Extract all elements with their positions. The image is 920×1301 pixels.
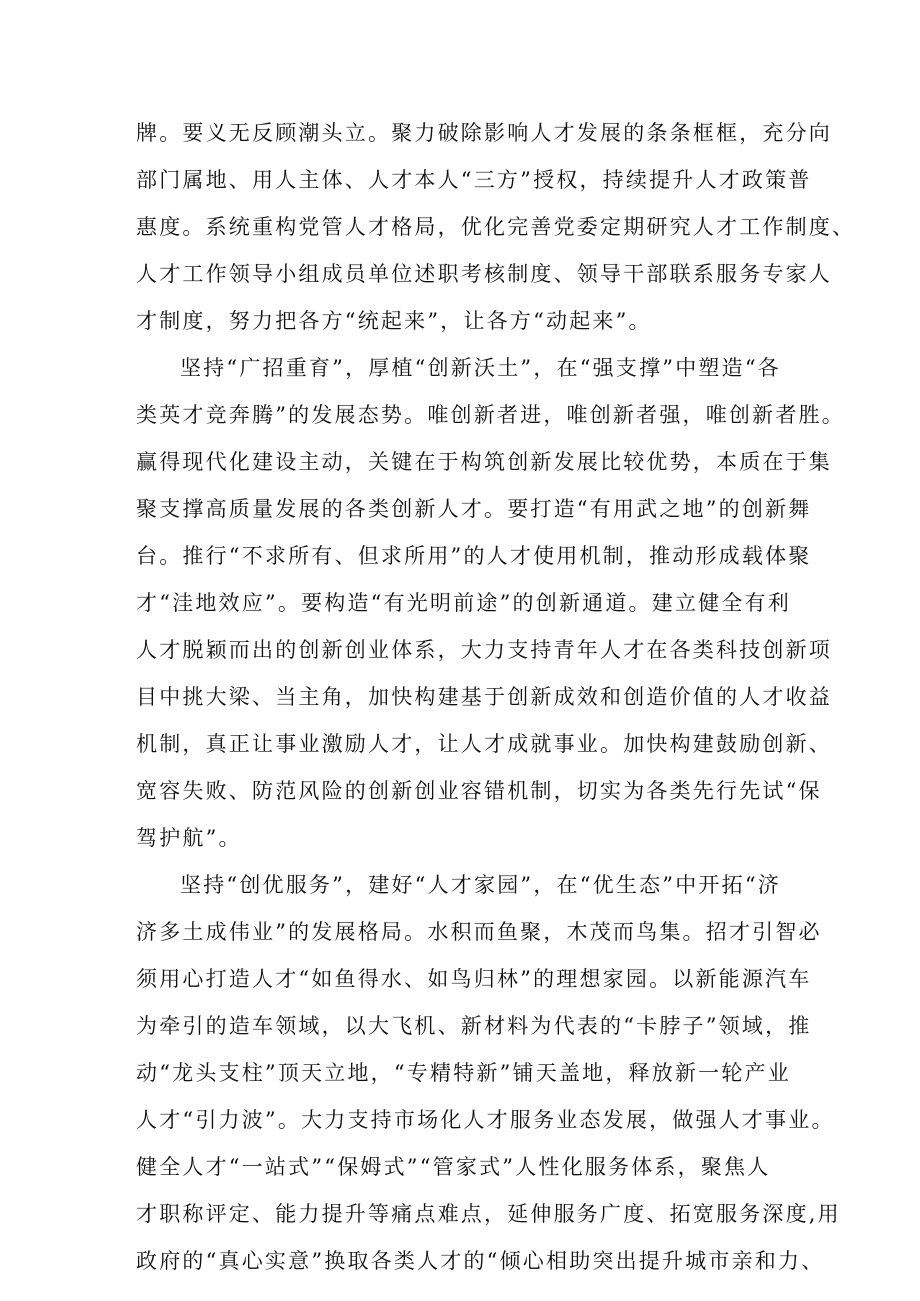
text-line: 驾护航”。 — [136, 826, 242, 850]
text-line: 部门属地、用人主体、人才本人“三方”授权，持续提升人才政策普 — [136, 168, 812, 192]
text-line: 赢得现代化建设主动，关键在于构筑创新发展比较优势，本质在于集 — [136, 450, 832, 474]
text-line: 济多土成伟业”的发展格局。水积而鱼聚，木茂而鸟集。招才引智必 — [136, 920, 822, 944]
paragraph-start-line: 坚持“广招重育”，厚植“创新沃土”，在“强支撑”中塑造“各 — [180, 356, 781, 380]
text-line: 为牵引的造车领域，以大飞机、新材料为代表的“卡脖子”领域，推 — [136, 1014, 812, 1038]
text-line: 须用心打造人才“如鱼得水、如鸟归林”的理想家园。以新能源汽车 — [136, 967, 812, 991]
text-line: 目中挑大梁、当主角，加快构建基于创新成效和创造价值的人才收益 — [136, 685, 832, 709]
paragraph-start-line: 坚持“创优服务”，建好“人才家园”，在“优生态”中开拓“济 — [180, 873, 781, 897]
text-line: 动“龙头支柱”顶天立地，“专精特新”铺天盖地，释放新一轮产业 — [136, 1061, 791, 1085]
text-line: 类英才竞奔腾”的发展态势。唯创新者进，唯创新者强，唯创新者胜。 — [136, 403, 845, 427]
text-line: 聚支撑高质量发展的各类创新人才。要打造“有用武之地”的创新舞 — [136, 497, 812, 521]
text-line: 政府的“真心实意”换取各类人才的“倾心相助突出提升城市亲和力、 — [136, 1249, 825, 1273]
text-line: 才“洼地效应”。要构造“有光明前途”的创新通道。建立健全有利 — [136, 591, 791, 615]
text-line: 宽容失败、防范风险的创新创业容错机制，切实为各类先行先试“保 — [136, 779, 822, 803]
text-line: 人才脱颖而出的创新创业体系，大力支持青年人才在各类科技创新项 — [136, 638, 832, 662]
document-body — [136, 110, 856, 1285]
text-line: 台。推行“不求所有、但求所用”的人才使用机制，推动形成载体聚 — [136, 544, 812, 568]
text-line: 才职称评定、能力提升等痛点难点，延伸服务广度、拓宽服务深度,用 — [136, 1202, 841, 1226]
text-line: 健全人才“一站式”“保姆式”“管家式”人性化服务体系，聚焦人 — [136, 1155, 771, 1179]
text-line: 惠度。系统重构党管人才格局，优化完善党委定期研究人才工作制度、 — [136, 215, 856, 239]
text-line: 才制度，努力把各方“统起来”，让各方“动起来”。 — [136, 309, 652, 333]
text-line: 人才“引力波”。大力支持市场化人才服务业态发展，做强人才事业。 — [136, 1108, 835, 1132]
text-line: 机制，真正让事业激励人才，让人才成就事业。加快构建鼓励创新、 — [136, 732, 832, 756]
text-line: 牌。要义无反顾潮头立。聚力破除影响人才发展的条条框框，充分向 — [136, 121, 832, 145]
text-line: 人才工作领导小组成员单位述职考核制度、领导干部联系服务专家人 — [136, 262, 832, 286]
